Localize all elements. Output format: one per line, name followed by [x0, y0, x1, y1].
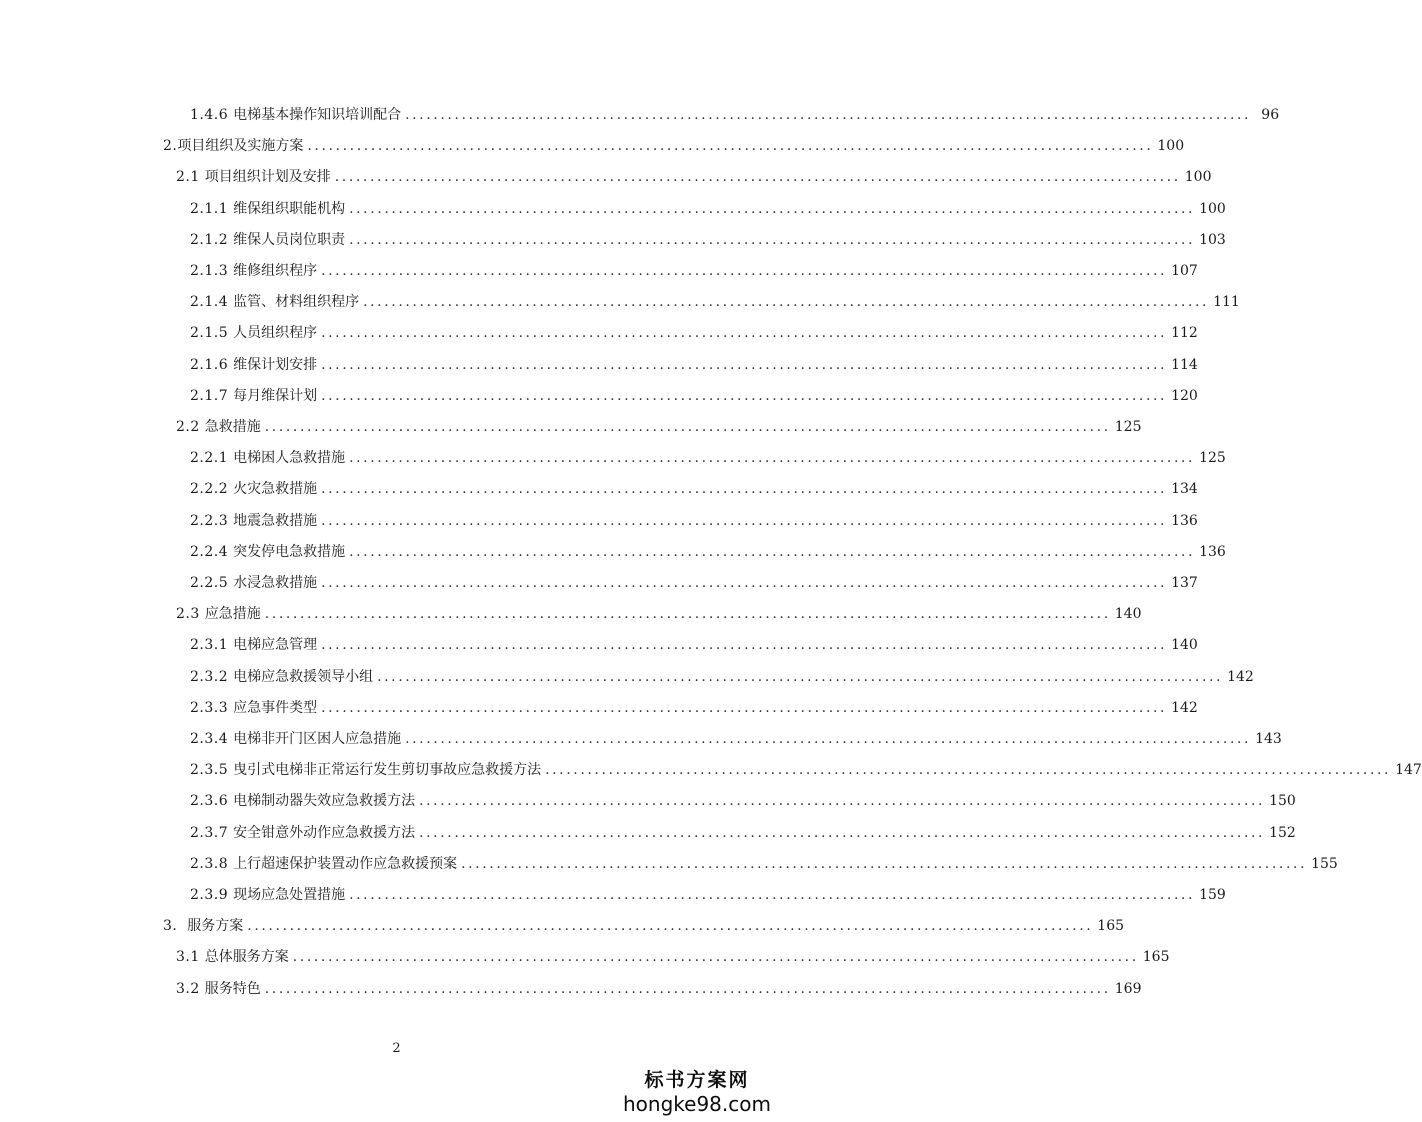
toc-entry-number: 2.1.7: [190, 387, 234, 404]
toc-entry-title: 维保组织职能机构: [233, 200, 346, 217]
toc-dot-leader: ........................................................................................................................: [405, 731, 1252, 747]
toc-entry[interactable]: [190, 258, 1198, 280]
toc-entry-title: 电梯基本操作知识培训配合: [233, 107, 402, 123]
toc-entry-title: 服务方案: [187, 918, 244, 935]
toc-entry-number: 1.4.6: [190, 107, 234, 123]
toc-entry[interactable]: [190, 508, 1198, 530]
toc-entry[interactable]: [176, 601, 1142, 623]
toc-entry[interactable]: [176, 164, 1212, 186]
toc-dot-leader: ........................................................................................................................: [377, 668, 1224, 685]
toc-entry-number: 2.2.2: [190, 481, 234, 498]
toc-entry[interactable]: [176, 944, 1170, 966]
watermark-logo: [617, 1068, 777, 1116]
toc-entry-number: 3.: [163, 918, 188, 935]
toc-entry-title: 火灾急救措施: [233, 481, 318, 498]
toc-entry-number: 2.1.1: [190, 200, 234, 217]
toc-entry-page: 147: [1395, 762, 1422, 779]
toc-entry-number: 2.3.1: [190, 637, 234, 654]
toc-entry-number: 2.3.2: [190, 668, 234, 685]
page-number: 2: [392, 1041, 401, 1056]
toc-entry-page: 114: [1171, 356, 1198, 373]
toc-dot-leader: ........................................................................................................................: [247, 918, 1094, 935]
toc-entry[interactable]: [190, 476, 1198, 498]
toc-entry[interactable]: [163, 913, 1125, 935]
toc-entry[interactable]: [163, 133, 1185, 155]
toc-entry-title: 电梯非开门区困人应急措施: [233, 731, 402, 747]
toc-entry[interactable]: [190, 383, 1198, 405]
toc-entry[interactable]: [190, 757, 1422, 779]
toc-entry-page: 150: [1269, 793, 1296, 810]
toc-dot-leader: ........................................................................................................................: [321, 481, 1168, 498]
toc-dot-leader: ........................................................................................................................: [349, 543, 1196, 560]
toc-entry-page: 125: [1199, 450, 1226, 467]
toc-dot-leader: ........................................................................................................................: [321, 699, 1168, 716]
toc-entry-number: 2.3.9: [190, 887, 234, 903]
toc-dot-leader: ........................................................................................................................: [321, 387, 1168, 404]
toc-dot-leader: ........................................................................................................................: [405, 107, 1252, 123]
toc-entry-title: 维修组织程序: [233, 263, 318, 279]
toc-entry-title: 人员组织程序: [233, 325, 318, 342]
toc-entry-number: 2.3.6: [190, 793, 234, 810]
toc-dot-leader: ........................................................................................................................: [292, 949, 1139, 966]
toc-dot-leader: ........................................................................................................................: [321, 575, 1168, 591]
toc-entry-page: 120: [1171, 387, 1198, 404]
toc-entry-number: 2.1.6: [190, 356, 234, 373]
toc-entry[interactable]: [190, 196, 1226, 218]
toc-entry-number: 2.2.4: [190, 543, 234, 560]
toc-entry-title: 电梯应急管理: [233, 637, 318, 654]
toc-entry-number: 2.: [163, 138, 178, 155]
toc-entry[interactable]: [190, 539, 1226, 561]
toc-entry-page: 142: [1171, 699, 1198, 716]
toc-entry[interactable]: [190, 445, 1226, 467]
toc-dot-leader: ........................................................................................................................: [264, 419, 1111, 435]
toc-entry-title: 维保人员岗位职责: [233, 231, 346, 248]
toc-entry-page: 159: [1199, 887, 1226, 903]
toc-entry[interactable]: [190, 695, 1198, 717]
toc-dot-leader: ........................................................................................................................: [349, 200, 1196, 217]
toc-entry-page: 143: [1255, 731, 1282, 747]
toc-entry-page: 165: [1097, 918, 1125, 935]
toc-entry-number: 2.2: [176, 419, 205, 435]
toc-entry-page: 100: [1157, 138, 1185, 155]
toc-entry-page: 165: [1142, 949, 1170, 966]
toc-entry-page: 100: [1184, 169, 1212, 186]
toc-entry[interactable]: [190, 320, 1198, 342]
toc-dot-leader: ........................................................................................................................: [461, 855, 1308, 872]
toc-entry[interactable]: [190, 632, 1198, 654]
toc-entry-title: 曳引式电梯非正常运行发生剪切事故应急救援方法: [233, 762, 542, 779]
toc-entry[interactable]: [190, 882, 1226, 904]
toc-entry-number: 2.2.5: [190, 575, 234, 591]
toc-entry-number: 2.1.4: [190, 294, 234, 311]
toc-entry-page: 137: [1171, 575, 1198, 591]
toc-dot-leader: ........................................................................................................................: [264, 980, 1111, 997]
toc-entry[interactable]: [190, 102, 1280, 124]
toc-entry-title: 电梯应急救援领导小组: [233, 668, 374, 685]
toc-dot-leader: ........................................................................................................................: [321, 637, 1168, 654]
toc-entry-number: 2.3.4: [190, 731, 234, 747]
toc-entry[interactable]: [190, 820, 1296, 842]
toc-entry-page: 169: [1114, 980, 1142, 997]
watermark-cn-text: 标书方案网: [644, 1069, 750, 1091]
toc-entry-title: 服务特色: [204, 980, 261, 997]
toc-entry-page: 140: [1114, 606, 1142, 623]
toc-entry-page: 134: [1171, 481, 1198, 498]
toc-entry[interactable]: [190, 570, 1198, 592]
toc-entry[interactable]: [190, 788, 1296, 810]
toc-entry-title: 水浸急救措施: [233, 575, 318, 591]
toc-entry-title: 现场应急处置措施: [233, 887, 346, 903]
toc-entry-number: 2.3.7: [190, 824, 234, 841]
toc-entry-title: 每月维保计划: [233, 387, 318, 404]
toc-entry-title: 总体服务方案: [204, 949, 289, 966]
toc-entry-title: 电梯制动器失效应急救援方法: [233, 793, 416, 810]
toc-entry-number: 2.2.3: [190, 512, 234, 529]
toc-dot-leader: ........................................................................................................................: [321, 263, 1168, 279]
toc-entry-page: 107: [1171, 263, 1198, 279]
toc-entry-page: 125: [1114, 419, 1142, 435]
toc-entry-title: 应急措施: [204, 606, 261, 623]
toc-entry-page: 111: [1213, 294, 1240, 311]
toc-entry-page: 100: [1199, 200, 1226, 217]
toc-entry-number: 3.2: [176, 980, 205, 997]
toc-entry[interactable]: [176, 976, 1142, 998]
toc-entry-page: 136: [1199, 543, 1226, 560]
toc-entry-number: 2.3.3: [190, 699, 234, 716]
toc-entry-title: 电梯困人急救措施: [233, 450, 346, 467]
toc-entry[interactable]: [190, 726, 1282, 748]
toc-dot-leader: ........................................................................................................................: [419, 824, 1266, 841]
toc-dot-leader: ........................................................................................................................: [545, 762, 1392, 779]
toc-entry-page: 152: [1269, 824, 1296, 841]
toc-entry-page: 96: [1261, 107, 1280, 123]
toc-entry-title: 维保计划安排: [233, 356, 318, 373]
toc-dot-leader: ........................................................................................................................: [363, 294, 1210, 311]
toc-entry-number: 2.3: [176, 606, 205, 623]
toc-dot-leader: ........................................................................................................................: [321, 512, 1168, 529]
toc-entry-page: 142: [1227, 668, 1254, 685]
toc-dot-leader: ........................................................................................................................: [321, 356, 1168, 373]
toc-entry-number: 2.2.1: [190, 450, 234, 467]
toc-entry-number: 2.1.3: [190, 263, 234, 279]
toc-entry-number: 2.1.2: [190, 231, 234, 248]
toc-entry-title: 安全钳意外动作应急救援方法: [233, 824, 416, 841]
toc-entry[interactable]: [190, 851, 1338, 873]
toc-entry-number: 3.1: [176, 949, 205, 966]
toc-entry-title: 项目组织计划及安排: [204, 169, 331, 186]
toc-entry-title: 项目组织及实施方案: [177, 138, 304, 155]
toc-entry[interactable]: [190, 664, 1254, 686]
toc-dot-leader: ........................................................................................................................: [349, 887, 1196, 903]
toc-entry-title: 监管、材料组织程序: [233, 294, 360, 311]
toc-dot-leader: ........................................................................................................................: [419, 793, 1266, 810]
toc-entry[interactable]: [190, 227, 1226, 249]
toc-entry[interactable]: [190, 352, 1198, 374]
toc-entry-title: 突发停电急救措施: [233, 543, 346, 560]
toc-dot-leader: ........................................................................................................................: [334, 169, 1181, 186]
toc-dot-leader: ........................................................................................................................: [264, 606, 1111, 623]
toc-entry[interactable]: [176, 414, 1142, 436]
toc-dot-leader: ........................................................................................................................: [349, 231, 1196, 248]
toc-entry-title: 地震急救措施: [233, 512, 318, 529]
toc-entry-page: 103: [1199, 231, 1226, 248]
toc-entry-number: 2.1: [176, 169, 205, 186]
toc-entry-number: 2.3.5: [190, 762, 234, 779]
toc-entry-title: 急救措施: [204, 419, 261, 435]
toc-dot-leader: ........................................................................................................................: [349, 450, 1196, 467]
toc-entry-title: 应急事件类型: [233, 699, 318, 716]
toc-dot-leader: ........................................................................................................................: [321, 325, 1168, 342]
toc-entry-page: 112: [1171, 325, 1198, 342]
toc-entry-page: 140: [1171, 637, 1198, 654]
watermark-en-text: hongke98.com: [623, 1092, 771, 1116]
toc-entry-number: 2.3.8: [190, 855, 234, 872]
toc-entry-page: 155: [1311, 855, 1338, 872]
toc-entry-number: 2.1.5: [190, 325, 234, 342]
toc-dot-leader: ........................................................................................................................: [307, 138, 1154, 155]
toc-entry-title: 上行超速保护装置动作应急救援预案: [233, 855, 458, 872]
toc-entry[interactable]: [190, 289, 1240, 311]
toc-entry-page: 136: [1171, 512, 1198, 529]
